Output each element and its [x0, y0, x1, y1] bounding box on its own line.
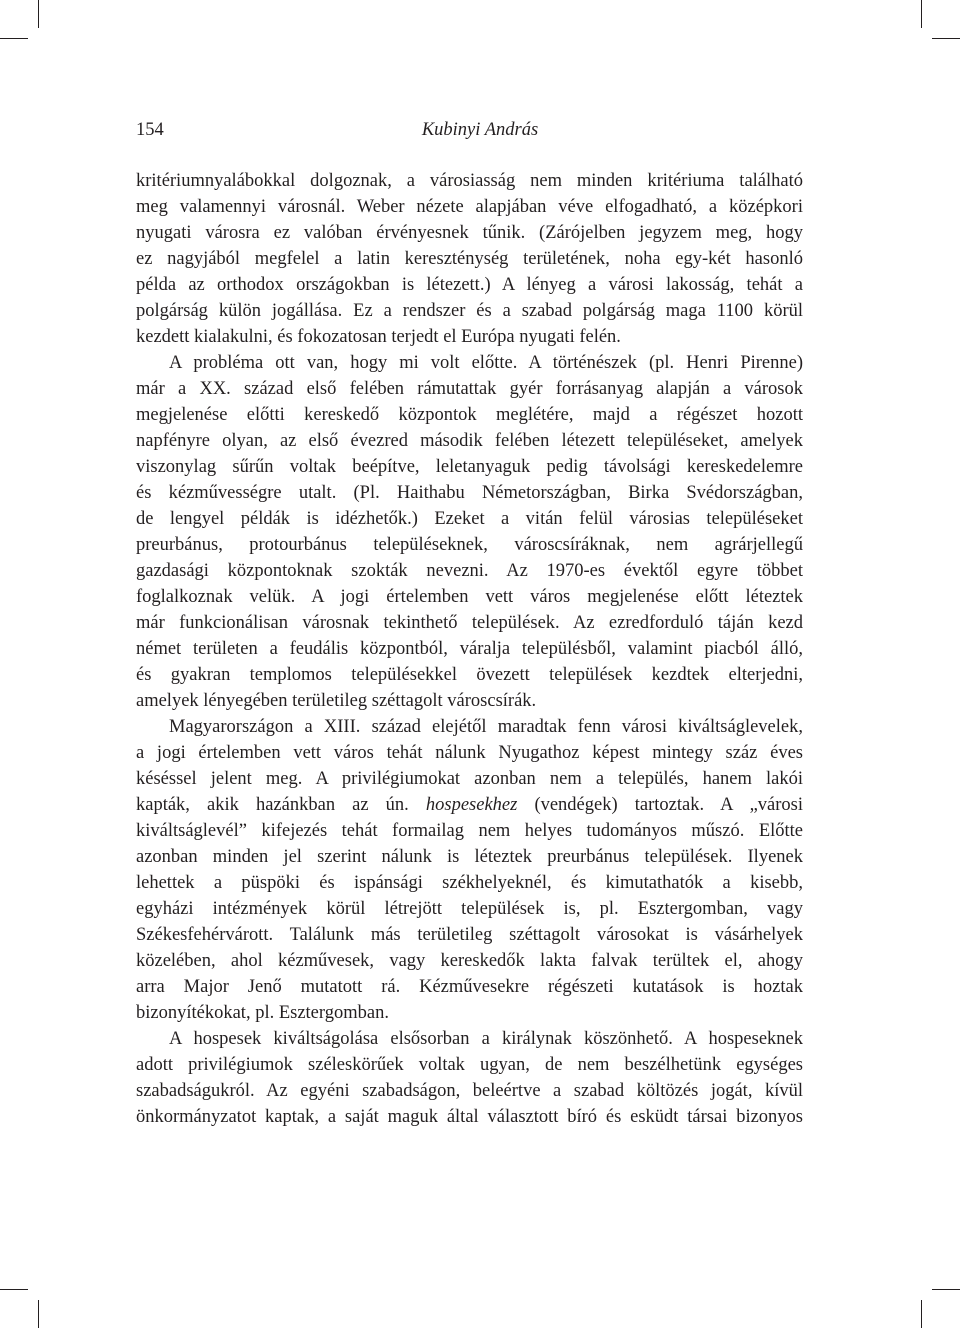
text-line: A hospesek kiváltságolása elsősorban a királynak köszönhető. A hospeseknek	[169, 1029, 803, 1049]
text-line: közelében, ahol kézművesek, vagy kereskedők lakta falvak terültek el, ahogy	[136, 951, 803, 971]
text-line: Magyarországon a XIII. század elejétől maradtak fenn városi kiváltságlevelek,	[169, 717, 803, 737]
text-line: gazdasági központoknak szokták nevezni. Az 1970-es évektől egyre többet	[136, 561, 803, 581]
text-line: amelyek lényegében területileg széttagolt városcsírák.	[136, 691, 537, 711]
page-number: 154	[136, 120, 164, 140]
crop-mark-bottom-left-v	[38, 1300, 39, 1328]
text-line: ez nagyjából megfelel a latin kereszténység területének, noha egy-két hasonló	[136, 249, 803, 269]
text-line: meg valamennyi városnál. Weber nézete alapjában véve elfogadható, a középkori	[136, 197, 803, 217]
text-line: megjelenése előtti kereskedő központok meglétére, majd a régészet hozott	[136, 405, 803, 425]
text-line: egyházi intézmények körül létrejött települések is, pl. Esztergomban, vagy	[136, 899, 803, 919]
text-line-mixed	[136, 792, 803, 818]
crop-mark-bottom-right-v	[921, 1300, 922, 1328]
text-line: viszonylag sűrűn voltak beépítve, leletanyaguk pedig távolsági kereskedelemre	[136, 457, 803, 477]
text-line: szabadságukról. Az egyéni szabadságon, beleértve a szabad költözés jogát, kívül	[136, 1081, 803, 1101]
text-line: már a XX. század első felében rámutattak gyér forrásanyag alapján a városok	[136, 379, 803, 399]
text-line: már funkcionálisan városnak tekinthető települések. Az ezredforduló táján kezd	[136, 613, 803, 633]
text-line: a jogi értelemben vett város tehát nálunk Nyugathoz képest mintegy száz éves	[136, 743, 803, 763]
crop-mark-bottom-left-h	[0, 1289, 28, 1290]
crop-mark-top-left-v	[38, 0, 39, 28]
text-line: preurbánus, protourbánus településeknek, városcsíráknak, nem agrárjellegű	[136, 535, 803, 555]
text-line: kiváltságlevél” kifejezés tehát formailag nem helyes tudományos műszó. Előtte	[136, 821, 803, 841]
text-line: bizonyítékokat, pl. Esztergomban.	[136, 1003, 389, 1023]
crop-mark-top-left-h	[0, 38, 28, 39]
text-line: polgárság külön jogállása. Ez a rendszer és a szabad polgárság maga 1100 körül	[136, 301, 803, 321]
text-line: és kézművességre utalt. (Pl. Haithabu Németországban, Birka Svédországban,	[136, 483, 803, 503]
text-line: lehettek a püspöki és ispánsági székhelyeknél, és kimutathatók a kisebb,	[136, 873, 803, 893]
text-line: kritériumnyalábokkal dolgoznak, a városiasság nem minden kritériuma található	[136, 171, 803, 191]
text-line: késéssel jelent meg. A privilégiumokat azonban nem a település, hanem lakói	[136, 769, 803, 789]
text-line: arra Major Jenő mutatott rá. Kézművesekre régészeti kutatások is hoztak	[136, 977, 803, 997]
crop-mark-top-right-v	[921, 0, 922, 28]
crop-mark-bottom-right-h	[932, 1289, 960, 1290]
body-text	[136, 168, 803, 1130]
text-segment: kapták, akik hazánkban az ún.	[136, 795, 409, 815]
text-line: példa az orthodox országokban is létezett.) A lényeg a városi lakosság, tehát a	[136, 275, 803, 295]
text-line: adott privilégiumok széleskörűek voltak ugyan, de nem beszélhetünk egységes	[136, 1055, 803, 1075]
text-line: Székesfehérvárott. Találunk más területileg széttagolt városokat is vásárhelyek	[136, 925, 803, 945]
text-line: önkormányzatot kaptak, a saját maguk által választott bíró és esküdt társai bizonyos	[136, 1107, 803, 1127]
text-line: napfényre olyan, az első évezred második felében létezett településeket, amelyek	[136, 431, 803, 451]
text-segment: (vendégek) tartoztak. A „városi	[534, 795, 803, 815]
text-line: de lengyel példák is idézhetők.) Ezeket a vitán felül városias településeket	[136, 509, 803, 529]
text-line: nyugati városra ez valóban érvényesnek tűnik. (Zárójelben jegyzem meg, hogy	[136, 223, 803, 243]
text-line: német területen a feudális központból, váralja településből, valamint piacból álló,	[136, 639, 803, 659]
crop-mark-top-right-h	[932, 38, 960, 39]
running-head: Kubinyi András	[421, 120, 539, 140]
text-line: azonban minden jel szerint nálunk is léteztek preurbánus települések. Ilyenek	[136, 847, 803, 867]
emphasis-term: hospesekhez	[425, 795, 518, 815]
text-line: kezdett kialakulni, és fokozatosan terjedt el Európa nyugati felén.	[136, 327, 621, 347]
text-line: A probléma ott van, hogy mi volt előtte. A történészek (pl. Henri Pirenne)	[169, 353, 803, 373]
text-line: és gyakran templomos településekkel övezett települések kezdtek elterjedni,	[136, 665, 803, 685]
text-line: foglalkoznak velük. A jogi értelemben vett város megjelenése előtt léteztek	[136, 587, 803, 607]
